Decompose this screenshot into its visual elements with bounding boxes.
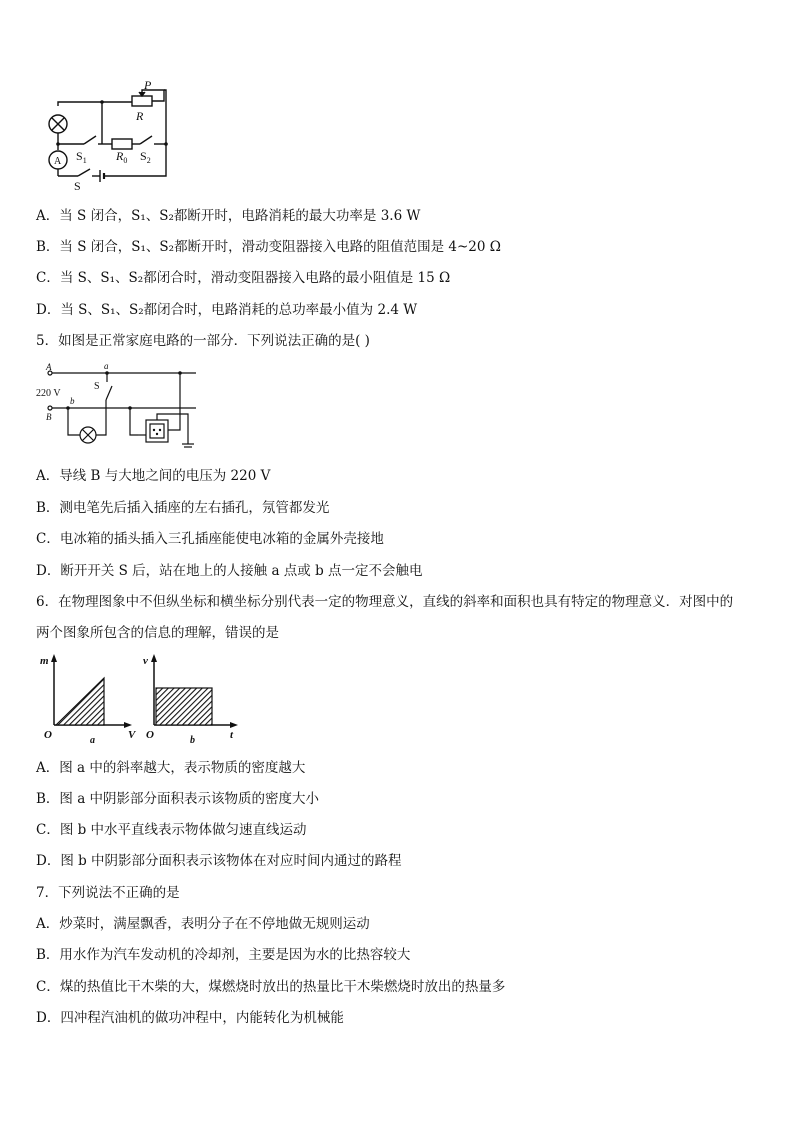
q5-label-a-line: A (46, 362, 52, 372)
q5-household-circuit-diagram (36, 360, 201, 450)
q4-option-a: A．当 S 闭合，S₁、S₂都断开时，电路消耗的最大功率是 3.6 W (36, 208, 421, 224)
q6-graph-b-origin: O (146, 729, 154, 741)
q7-option-a: A．炒菜时，满屋飘香，表明分子在不停地做无规则运动 (36, 916, 370, 932)
q6-stem-line2: 两个图象所包含的信息的理解，错误的是 (36, 625, 279, 641)
q5-label-b-point: b (70, 396, 75, 406)
q4-label-r: R (136, 109, 144, 123)
q4-label-ammeter: A (54, 156, 62, 167)
q4-label-s1: $S_1$ (76, 149, 87, 165)
q6-graph-a-y-axis: m (40, 655, 49, 667)
q5-stem: 5．如图是正常家庭电路的一部分．下列说法正确的是( ) (36, 333, 370, 349)
q4-circuit-diagram (36, 78, 186, 192)
q4-option-c: C．当 S、S₁、S₂都闭合时，滑动变阻器接入电路的最小阻值是 15 Ω (36, 270, 451, 286)
q7-option-d: D．四冲程汽油机的做功冲程中，内能转化为机械能 (36, 1010, 344, 1026)
q5-option-a: A．导线 B 与大地之间的电压为 220 V (36, 468, 271, 484)
q6-graph-a-x-axis: V (128, 729, 136, 741)
q4-label-s: S (74, 179, 81, 192)
q5-option-d: D．断开开关 S 后，站在地上的人接触 a 点或 b 点一定不会触电 (36, 563, 423, 579)
q5-label-a-point: a (104, 361, 109, 371)
q7-stem: 7．下列说法不正确的是 (36, 885, 180, 901)
q6-graph-b-y-axis: v (143, 655, 148, 667)
q4-label-p: P (144, 78, 152, 92)
q4-label-r0: $R_0$ (116, 149, 128, 165)
q5-label-b-line: B (46, 412, 52, 422)
q6-graphs (36, 650, 276, 750)
q6-graph-b (143, 654, 238, 746)
q5-label-s: S (94, 381, 100, 392)
q4-option-d: D．当 S、S₁、S₂都闭合时，电路消耗的总功率最小值为 2.4 W (36, 302, 418, 318)
q6-option-b: B．图 a 中阴影部分面积表示该物质的密度大小 (36, 791, 320, 807)
q5-label-voltage: 220 V (36, 388, 61, 399)
q7-option-b: B．用水作为汽车发动机的冷却剂，主要是因为水的比热容较大 (36, 947, 411, 963)
q6-graph-b-caption: b (190, 735, 195, 746)
q6-option-a: A．图 a 中的斜率越大，表示物质的密度越大 (36, 760, 306, 776)
q6-graph-a-caption: a (90, 735, 95, 746)
q6-graph-a-origin: O (44, 729, 52, 741)
q7-option-c: C．煤的热值比干木柴的大，煤燃烧时放出的热量比干木柴燃烧时放出的热量多 (36, 979, 506, 995)
q4-option-b: B．当 S 闭合，S₁、S₂都断开时，滑动变阻器接入电路的阻值范围是 4~20 Ω (36, 239, 501, 255)
q6-stem-line1: 6．在物理图象中不但纵坐标和横坐标分别代表一定的物理意义，直线的斜率和面积也具有特定的物理意义．对图中的 (36, 594, 734, 610)
q5-option-c: C．电冰箱的插头插入三孔插座能使电冰箱的金属外壳接地 (36, 531, 384, 547)
q6-option-d: D．图 b 中阴影部分面积表示该物体在对应时间内通过的路程 (36, 853, 402, 869)
q5-option-b: B．测电笔先后插入插座的左右插孔，氖管都发光 (36, 500, 330, 516)
q4-label-s2: $S_2$ (140, 149, 151, 165)
q6-graph-a (40, 654, 137, 746)
q6-graph-b-x-axis: t (230, 729, 234, 741)
q6-option-c: C．图 b 中水平直线表示物体做匀速直线运动 (36, 822, 307, 838)
